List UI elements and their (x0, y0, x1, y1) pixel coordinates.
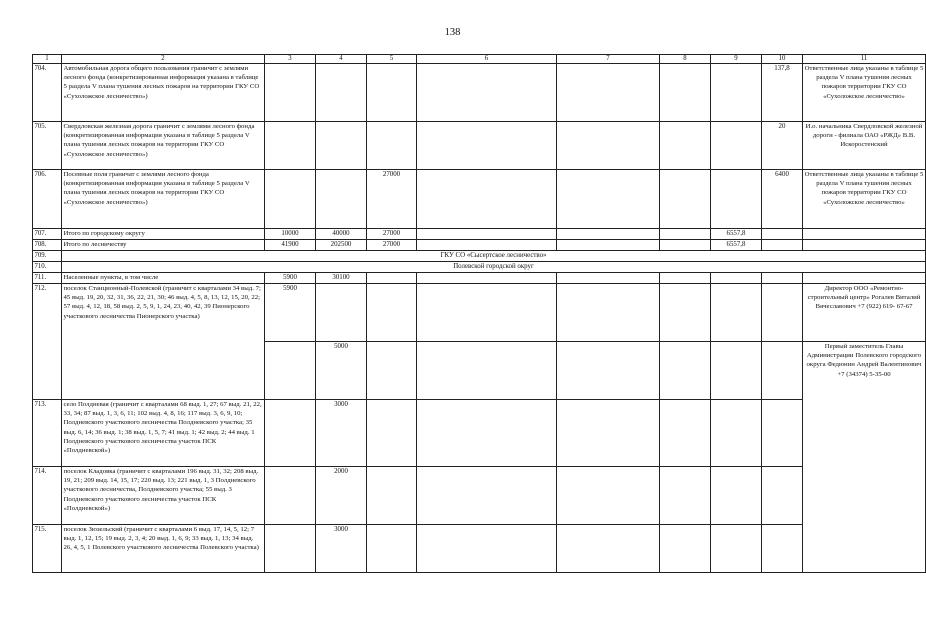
column-header-3: 3 (265, 55, 316, 64)
row-description: село Полдневая (граничит с кварталами 68 выд. 1, 27; 67 выд. 21, 22, 33, 34; 87 выд. 1, 3, 6, 11; 102 выд. 4, 8, 16; 117 выд. 3, 6, 9, 10; Полдневского участкового лесничества Полдневского участка; 35 выд. 6, 14; 36 выд. 1; 38 выд. 1, 5, 7; 41 выд. 1; 42 выд. 2; 44 выд. 1 Полдневского участкового лесничества участок ПСК «Полдневской») (62, 400, 265, 467)
row-number: 704. (33, 64, 62, 122)
table-row-707 (33, 229, 926, 240)
table-row-704 (33, 64, 926, 122)
cell-col9: 6557,8 (711, 229, 762, 240)
responsible-persons: И.о. начальника Свердловской железной дороги - филиала ОАО «РЖД» В.В. Искоростенский (803, 122, 926, 170)
row-description: поселок Зюзельский (граничит с кварталами 6 выд. 17, 14, 5, 12; 7 выд. 1, 12, 15; 19 выд. 2, 3, 4; 20 выд. 1, 6, 9; 33 выд. 1, 13; 34 выд. 26, 4, 5, 1 Полевского участкового лесничества Полевского участка) (62, 525, 265, 573)
responsible-persons: Директор ООО «Ремонтно-строительный центр» Рогалев Виталий Вячеславович +7 (922) 619- 67-67 (803, 284, 926, 342)
responsible-persons: Ответственные лица указаны в таблице 5 раздела V плана тушения лесных пожаров территории ГКУ СО «Сухоложское лесничество» (803, 64, 926, 122)
table-row-713 (33, 400, 926, 467)
cell-col4: 202500 (316, 240, 367, 251)
column-header-4: 4 (316, 55, 367, 64)
responsible-persons: Ответственные лица указаны в таблице 5 раздела V плана тушения лесных пожаров территории ГКУ СО «Сухоложское лесничество» (803, 170, 926, 229)
table-row-712 (33, 284, 926, 342)
table-row-705 (33, 122, 926, 170)
cell-col3: 5900 (265, 273, 316, 284)
row-number: 707. (33, 229, 62, 240)
row-number: 706. (33, 170, 62, 229)
header-row (33, 55, 926, 64)
cell-col5: 27000 (367, 170, 417, 229)
column-header-8: 8 (660, 55, 711, 64)
row-description: Автомобильная дорога общего пользования граничит с землями лесного фонда (конкретизированная информация указана в таблице 5 раздела V плана тушения лесных пожаров на территории ГКУ СО «Сухоложское лесничество») (62, 64, 265, 122)
cell-col3: 10000 (265, 229, 316, 240)
cell-col3: 5900 (265, 284, 316, 342)
column-header-1: 1 (33, 55, 62, 64)
row-description: Посевные поля граничат с землями лесного фонда (конкретизированная информация указана в таблице 5 раздела V плана тушения лесных пожаров на территории ГКУ СО «Сухоложское лесничество») (62, 170, 265, 229)
cell-col4: 30100 (316, 273, 367, 284)
column-header-11: 11 (803, 55, 926, 64)
cell-col4: 40000 (316, 229, 367, 240)
cell-col5: 27000 (367, 229, 417, 240)
cell-col4: 3000 (316, 400, 367, 467)
responsible-persons: Первый заместитель Главы Администрации Полевского городского округа Федюнин Андрей Валентинович +7 (34374) 5-35-00 (803, 342, 926, 573)
column-header-5: 5 (367, 55, 417, 64)
row-description: Населенные пункты, в том числе (62, 273, 265, 284)
district-section-title: Полевской городской округ (62, 262, 926, 273)
table-row-708 (33, 240, 926, 251)
row-description: Свердловская железная дорога граничит с землями лесного фонда (конкретизированная информация указана в таблице 5 раздела V плана тушения лесных пожаров на территории ГКУ СО «Сухоложское лесничество») (62, 122, 265, 170)
cell-col4: 5000 (316, 342, 367, 400)
table-row-711 (33, 273, 926, 284)
column-header-7: 7 (557, 55, 660, 64)
row-description: поселок Кладовка (граничит с кварталами 196 выд. 31, 32; 208 выд. 19, 21; 209 выд. 14, 15, 17; 220 выд. 13; 221 выд. 1, 3 Полдневского участкового лесничества, Полдневского участка; 55 выд. 3 Полдневского участкового лесничества участок ПСК «Полдневской») (62, 467, 265, 525)
row-description: Итого по городскому округу (62, 229, 265, 240)
row-number: 705. (33, 122, 62, 170)
row-number: 712. (33, 284, 62, 400)
cell-col10: 20 (762, 122, 803, 170)
page-number: 138 (444, 27, 461, 38)
column-header-2: 2 (62, 55, 265, 64)
row-description: поселок Станционный-Полевской (граничит с кварталами 34 выд. 7; 45 выд. 19, 20, 32, 31, 36, 22, 21, 30; 46 выд. 4, 5, 8, 13, 12, 15, 20, 22; 57 выд. 4, 12, 18, 58 выд. 2, 5, 9, 1, 24, 23, 40, 42, 39 Пионерского участкового лесничества Пионерского участка) (62, 284, 265, 400)
cell-col4: 2000 (316, 467, 367, 525)
row-number: 709. (33, 251, 62, 262)
table-row-714 (33, 467, 926, 525)
row-number: 715. (33, 525, 62, 573)
column-header-9: 9 (711, 55, 762, 64)
row-number: 714. (33, 467, 62, 525)
column-header-10: 10 (762, 55, 803, 64)
table-row-706 (33, 170, 926, 229)
row-number: 713. (33, 400, 62, 467)
cell-col10: 137,8 (762, 64, 803, 122)
cell-col9: 6557,8 (711, 240, 762, 251)
row-number: 708. (33, 240, 62, 251)
forestry-section-title: ГКУ СО «Сысертское лесничество» (62, 251, 926, 262)
cell-col3: 41900 (265, 240, 316, 251)
row-number: 711. (33, 273, 62, 284)
table-row-715 (33, 525, 926, 573)
cell-col10: 6400 (762, 170, 803, 229)
cell-col4: 3000 (316, 525, 367, 573)
table-row-710 (33, 262, 926, 273)
table-row-709 (33, 251, 926, 262)
row-description: Итого по лесничеству (62, 240, 265, 251)
fire-prevention-table (32, 54, 926, 573)
column-header-6: 6 (417, 55, 557, 64)
row-number: 710. (33, 262, 62, 273)
cell-col5: 27000 (367, 240, 417, 251)
